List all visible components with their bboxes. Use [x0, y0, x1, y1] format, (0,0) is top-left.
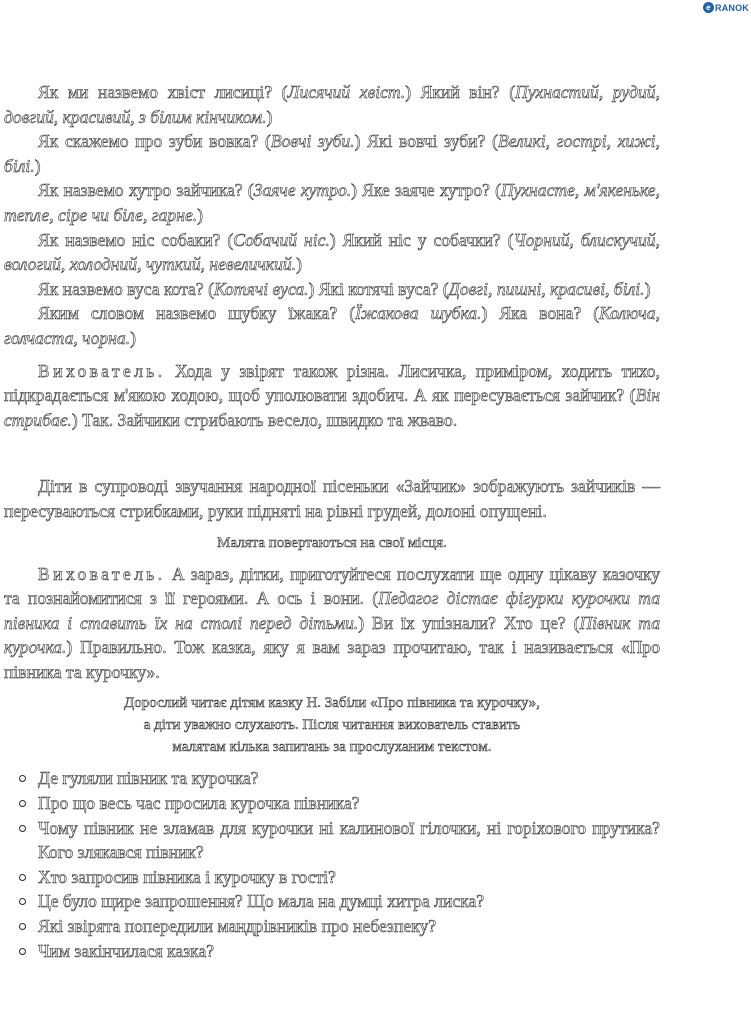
stage-note-reading: Дорослий читає дітям казку Н. Забіли «Про півника та курочку», а діти уважно слухають. Після читання вихователь ставить малятам кілька запитань за прослуханим текстом.	[123, 695, 540, 756]
stage-note-return: Малята повертаються на свої місця.	[217, 534, 447, 551]
list-item: Хто запросив півника і курочку в гості?	[4, 865, 660, 890]
qa-hedgehog-coat: Яким словом назвемо шубку їжака? (Їжакова шубка.) Яка вона? (Колюча, голчаста, чорна.)	[4, 303, 660, 348]
qa-dog-nose: Як назвемо ніс собаки? (Собачий ніс.) Який ніс у собачки? (Чорний, блискучий, вологий, холодний, чуткий, невеличкий.)	[4, 229, 660, 275]
list-item: Де гуляли півник та курочка?	[4, 766, 660, 791]
qa-wolf-teeth: Як скажемо про зуби вовка? (Вовчі зуби.) Які вовчі зуби? (Великі, гострі, хижі, білі.)	[4, 131, 660, 176]
qa-fox-tail: Як ми назвемо хвіст лисиці? (Лисячий хвіст.) Який він? (Пухнастий, рудий, довгий, красивий, з білим кінчиком.)	[4, 82, 661, 127]
logo-e-icon: e	[703, 2, 714, 13]
list-item: Це було щире запрошення? Що мала на думці хитра лиска?	[4, 889, 660, 914]
teacher-paragraph-gait: Вихователь. Хода у звірят також різна. Лисичка, приміром, ходить тихо, підкрадається м'якою ходою, щоб уполювати здобич. А як пересувається зайчик? (Він стрибає.) Так. Зайчики стрибають весело, швидко та жваво.	[4, 360, 660, 430]
list-item: Чим закінчилася казка?	[4, 939, 660, 964]
speaker-label: Вихователь.	[38, 563, 166, 584]
logo-text: RANOK	[715, 2, 749, 13]
publisher-logo	[703, 2, 749, 13]
list-item: Про що весь час просила курочка півника?	[4, 791, 660, 816]
list-item: Чому півник не зламав для курочки ні калинової гілочки, ні горіхового прутика? Кого злякався півник?	[4, 816, 660, 865]
qa-hare-fur: Як назвемо хутро зайчика? (Заяче хутро.) Яке заяче хутро? (Пухнасте, м'якеньке, тепле, сіре чи біле, гарне.)	[4, 180, 660, 225]
list-item: Які звірята попередили мандрівників про небезпеку?	[4, 914, 660, 939]
teacher-paragraph-story: Вихователь. А зараз, дітки, приготуйтеся послухати ще одну цікаву казочку та познайомитися з її героями. А ось і вони. (Педагог дістає фігурки курочки та півника і ставить їх на столі перед дітьми.) Ви їх упізнали? Хто це? (Півник та курочка.) Правильно. Тож казка, яку я вам зараз прочитаю, так і називається «Про півника та курочку».	[4, 563, 661, 682]
speaker-label: Вихователь.	[38, 360, 166, 381]
question-list	[4, 766, 660, 963]
page-content	[4, 80, 660, 963]
qa-cat-whiskers: Як назвемо вуса кота? (Котячі вуса.) Які котячі вуса? (Довгі, пишні, красиві, білі.)	[38, 278, 651, 299]
activity-paragraph: Діти в супроводі звучання народної пісеньки «Зайчик» зображують зайчиків — пересуваються стрибками, руки підняті на рівні грудей, долоні опущені.	[4, 476, 660, 521]
